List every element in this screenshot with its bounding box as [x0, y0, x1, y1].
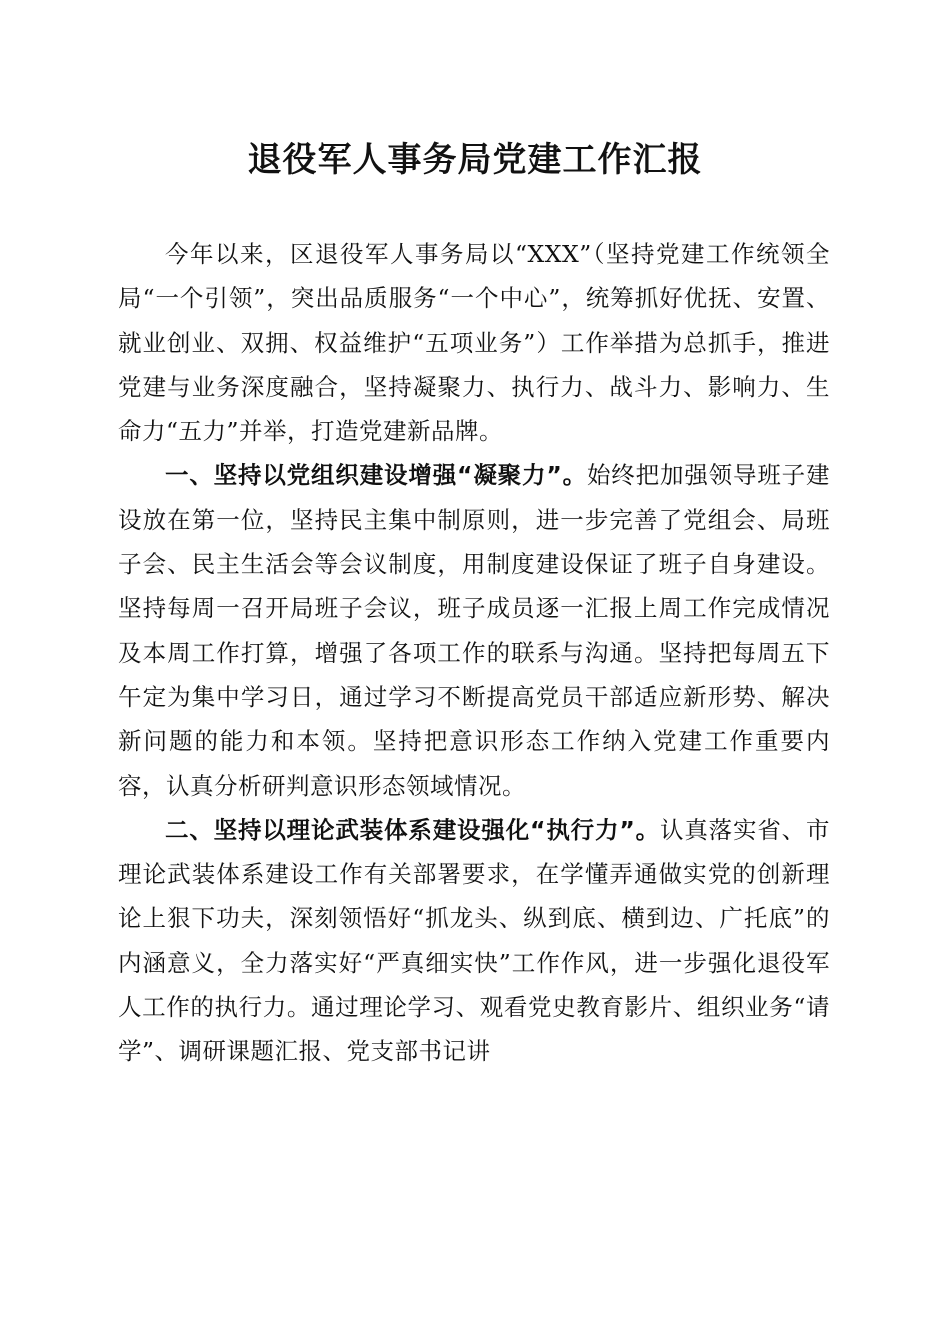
- paragraph-section-2: [118, 808, 830, 1074]
- document-body: [118, 232, 830, 1074]
- document-title: 退役军人事务局党建工作汇报: [247, 140, 703, 180]
- section-heading-2: 二、坚持以理论武装体系建设强化“执行力”。: [165, 815, 660, 844]
- paragraph-text: 始终把加强领导班子建设放在第一位，坚持民主集中制原则，进一步完善了党组会、局班子会、民主生活会等会议制度，用制度建设保证了班子自身建设。坚持每周一召开局班子会议，班子成员逐一汇报上周工作完成情况及本周工作打算，增强了各项工作的联系与沟通。坚持把每周五下午定为集中学习日，通过学习不断提高党员干部适应新形势、解决新问题的能力和本领。坚持把意识形态工作纳入党建工作重要内容，认真分析研判意识形态领域情况。: [118, 461, 831, 800]
- paragraph-text: 认真落实省、市理论武装体系建设工作有关部署要求，在学懂弄通做实党的创新理论上狠下功夫，深刻领悟好“抓龙头、纵到底、横到边、广托底”的内涵意义，全力落实好“严真细实快”工作作风，进一步强化退役军人工作的执行力。通过理论学习、观看党史教育影片、组织业务“请学”、调研课题汇报、党支部书记讲: [118, 815, 831, 1066]
- paragraph-section-1: [118, 453, 830, 807]
- paragraph-text: 今年以来，区退役军人事务局以“XXX”（坚持党建工作统领全局“一个引领”，突出品质服务“一个中心”，统筹抓好优抚、安置、就业创业、双拥、权益维护“五项业务”）工作举措为总抓手，推进党建与业务深度融合，坚持凝聚力、执行力、战斗力、影响力、生命力“五力”并举，打造党建新品牌。: [118, 240, 830, 446]
- paragraph-intro: [118, 232, 830, 453]
- section-heading-1: 一、坚持以党组织建设增强“凝聚力”。: [165, 461, 587, 490]
